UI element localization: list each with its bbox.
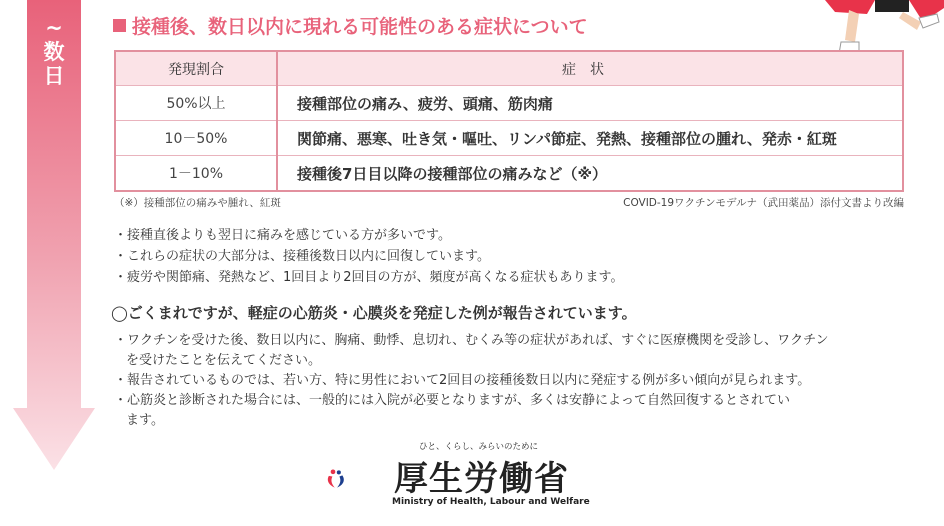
section-title-text: 接種後、数日以内に現れる可能性のある症状について — [132, 16, 588, 38]
logo-name: 厚生労働省 — [394, 459, 569, 499]
myocarditis-heading: ◯ごくまれですが、軽症の心筋炎・心膜炎を発症した例が報告されています。 — [111, 304, 637, 322]
list-item: ・これらの症状の大部分は、接種後数日以内に回復しています。 — [114, 249, 490, 264]
table-header-row — [115, 51, 903, 86]
symptoms-cell: 関節痛、悪寒、吐き気・嘔吐、リンパ節症、発熱、接種部位の腫れ、発赤・紅斑 — [277, 121, 903, 156]
list-item: ・接種直後よりも翌日に痛みを感じている方が多いです。 — [114, 228, 451, 243]
list-item: ・心筋炎と診断された場合には、一般的には入院が必要となりますが、多くは安静によって自然回復するとされてい — [114, 393, 791, 408]
arrow-label — [13, 16, 95, 88]
rate-cell: 50%以上 — [115, 86, 277, 121]
square-bullet-icon — [113, 19, 126, 32]
rate-cell: 10－50% — [115, 121, 277, 156]
list-item: ・ワクチンを受けた後、数日以内に、胸痛、動悸、息切れ、むくみ等の症状があれば、すぐに医療機関を受診し、ワクチン — [114, 333, 829, 348]
source-note: COVID-19ワクチンモデルナ（武田薬品）添付文書より改編 — [623, 197, 904, 209]
footnote: （※）接種部位の痛みや腫れ、紅斑 — [114, 197, 281, 209]
symptom-table — [114, 50, 904, 192]
logo-tagline: ひと、くらし、みらいのために — [419, 442, 539, 452]
list-item-continuation: を受けたことを伝えてください。 — [126, 353, 322, 368]
arrow-char: 数 — [43, 40, 65, 64]
header-symptoms: 症状 — [277, 51, 903, 86]
arrow-char: ~ — [45, 16, 63, 40]
list-item-continuation: ます。 — [126, 413, 164, 428]
symptoms-cell: 接種部位の痛み、疲労、頭痛、筋肉痛 — [277, 86, 903, 121]
rate-cell: 1－10% — [115, 156, 277, 192]
bullet-list-symptoms — [114, 225, 624, 288]
symptoms-cell: 接種後7日目以降の接種部位の痛みなど（※） — [297, 164, 608, 183]
arrow-char: 日 — [43, 64, 65, 88]
table-row — [115, 121, 903, 156]
logo-english: Ministry of Health, Labour and Welfare — [392, 497, 590, 507]
bullet-list-myocarditis — [114, 331, 914, 431]
section-title — [113, 12, 588, 39]
table-row — [115, 86, 903, 121]
header-rate: 発現割合 — [115, 51, 277, 86]
ministry-logo-mark — [326, 445, 396, 515]
list-item: ・疲労や関節痛、発熱など、1回目より2回目の方が、頻度が高くなる症状もあります。 — [114, 270, 624, 285]
table-row — [115, 156, 903, 192]
list-item: ・報告されているものでは、若い方、特に男性において2回目の接種後数日以内に発症する例が多い傾向が見られます。 — [114, 373, 811, 388]
